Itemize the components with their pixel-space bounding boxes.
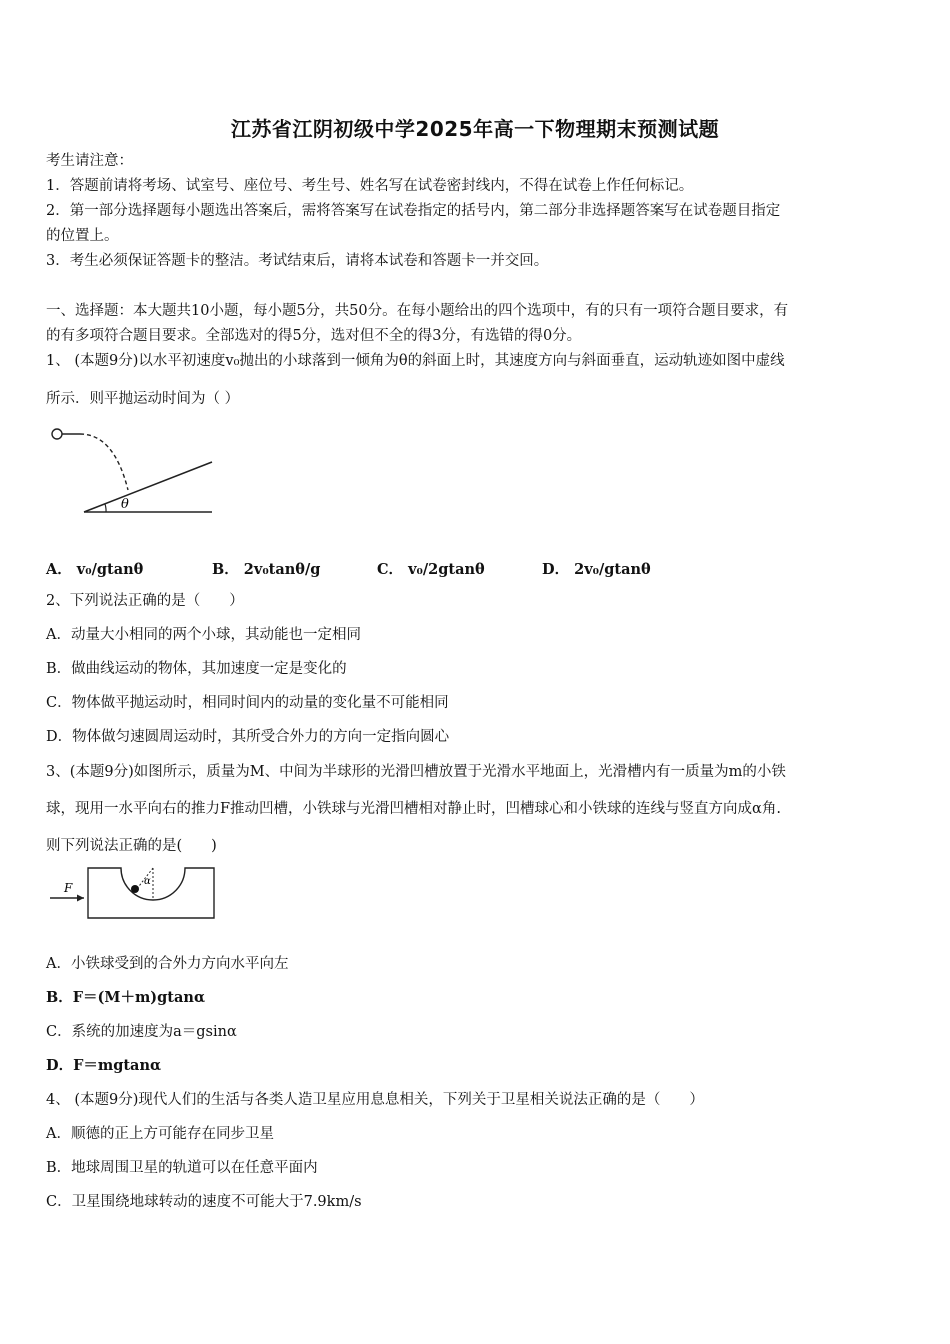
page-title: 江苏省江阴初级中学2025年高一下物理期末预测试题 (230, 117, 720, 141)
q2-option-c: C．物体做平抛运动时，相同时间内的动量的变化量不可能相同 (46, 695, 449, 711)
notice-heading: 考生请注意： (46, 153, 133, 169)
ball-start-icon (52, 429, 62, 439)
iron-ball-icon (131, 885, 139, 893)
q4-option-a: A．顺德的正上方可能存在同步卫星 (46, 1126, 274, 1142)
q2-option-d: D．物体做匀速圆周运动时，其所受合外力的方向一定指向圆心 (46, 729, 450, 745)
q3-groove-figure (44, 862, 224, 924)
q3-option-a: A．小铁球受到的合外力方向水平向左 (46, 956, 289, 972)
groove-block (88, 868, 214, 918)
notice-item-2-cont: 的位置上。 (46, 228, 119, 244)
q1-stem-line2: 所示．则平抛运动时间为（ ） (46, 391, 240, 407)
q1-option-b: B． 2v₀tanθ/g (212, 561, 321, 578)
incline-line (84, 462, 212, 512)
force-label: F (64, 881, 73, 895)
q1-option-a: A． v₀/gtanθ (46, 561, 144, 578)
q4-option-b: B．地球周围卫星的轨道可以在任意平面内 (46, 1160, 318, 1176)
q3-stem-line2: 球，现用一水平向右的推力F推动凹槽，小铁球与光滑凹槽相对静止时，凹槽球心和小铁球的连线与竖直方向成α角. (46, 801, 781, 817)
section-intro-line1: 一、选择题：本大题共10小题，每小题5分，共50分。在每小题给出的四个选项中，有的只有一项符合题目要求，有 (46, 303, 789, 319)
q3-option-c: C．系统的加速度为a＝gsinα (46, 1024, 237, 1040)
angle-alpha-label: α (144, 876, 151, 887)
q1-projectile-figure (44, 420, 224, 520)
q3-stem-line1: 3、(本题9分)如图所示，质量为M、中间为半球形的光滑凹槽放置于光滑水平地面上，光滑槽内有一质量为m的小铁 (46, 764, 786, 780)
q1-option-d: D． 2v₀/gtanθ (542, 561, 651, 578)
q2-stem: 2、下列说法正确的是（ ） (46, 593, 244, 609)
q3-stem-line3: 则下列说法正确的是( ) (46, 838, 217, 854)
trajectory-dashed-curve (80, 434, 128, 490)
q4-option-c: C．卫星围绕地球转动的速度不可能大于7.9km/s (46, 1194, 362, 1210)
angle-theta-label: θ (121, 497, 129, 512)
q3-option-b: B．F＝(M＋m)gtanα (46, 989, 206, 1006)
notice-item-1: 1．答题前请将考场、试室号、座位号、考生号、姓名写在试卷密封线内，不得在试卷上作任何标记。 (46, 178, 694, 194)
q4-stem: 4、 (本题9分)现代人们的生活与各类人造卫星应用息息相关，下列关于卫星相关说法正确的是（ ） (46, 1092, 704, 1108)
q1-option-c: C． v₀/2gtanθ (377, 561, 485, 578)
q3-option-d: D．F＝mgtanα (46, 1057, 162, 1074)
q1-stem-line1: 1、 (本题9分)以水平初速度v₀抛出的小球落到一倾角为θ的斜面上时，其速度方向与斜面垂直，运动轨迹如图中虚线 (46, 353, 785, 369)
q2-option-b: B．做曲线运动的物体，其加速度一定是变化的 (46, 661, 347, 677)
q2-option-a: A．动量大小相同的两个小球，其动能也一定相同 (46, 627, 361, 643)
notice-item-3: 3．考生必须保证答题卡的整洁。考试结束后，请将本试卷和答题卡一并交回。 (46, 253, 549, 269)
notice-item-2: 2．第一部分选择题每小题选出答案后，需将答案写在试卷指定的括号内，第二部分非选择题答案写在试卷题目指定 (46, 203, 781, 219)
section-intro-line2: 的有多项符合题目要求。全部选对的得5分，选对但不全的得3分，有选错的得0分。 (46, 328, 582, 344)
